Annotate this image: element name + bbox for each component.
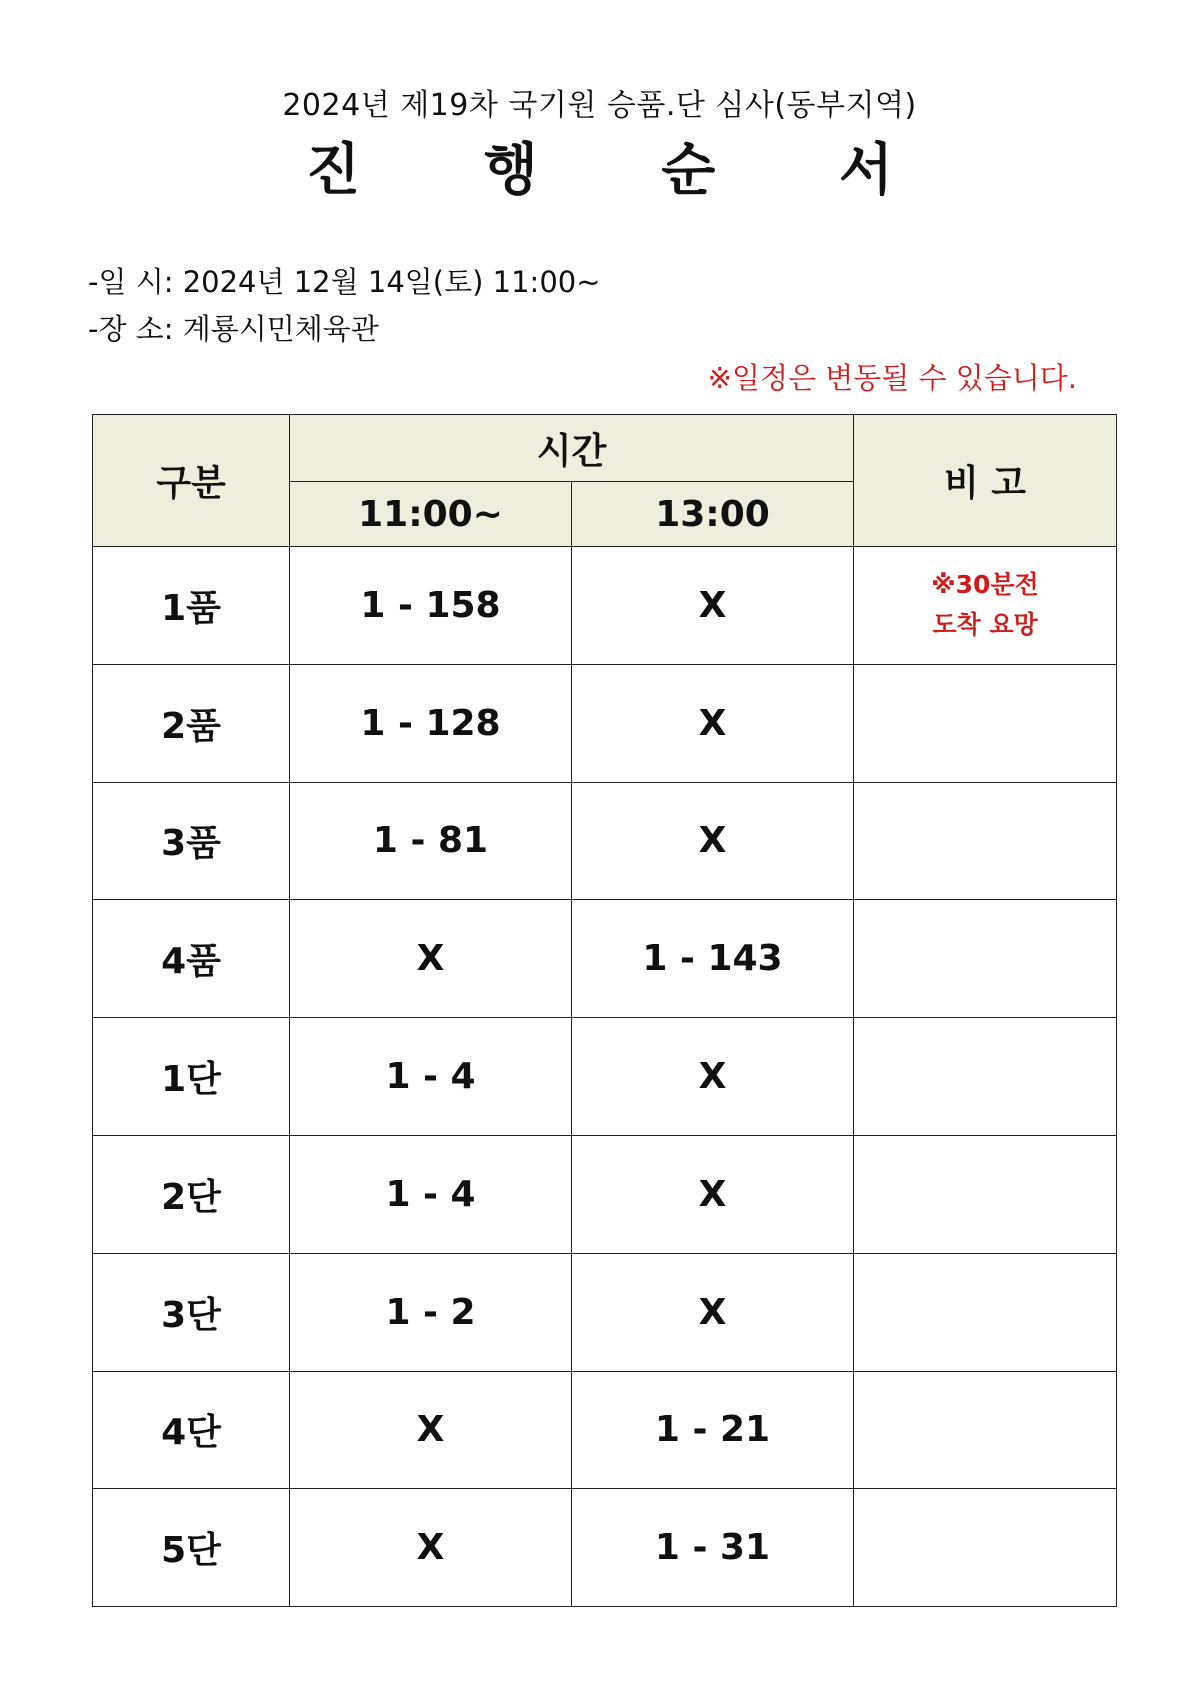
header-category: 구분 xyxy=(93,415,290,547)
row-category: 1품 xyxy=(93,547,290,665)
row-slot-1300: X xyxy=(572,1018,854,1136)
header-time-slot-2: 13:00 xyxy=(572,482,854,547)
row-slot-1300: X xyxy=(572,782,854,900)
schedule-table xyxy=(92,414,1117,1607)
table-row xyxy=(93,900,1117,1018)
row-category: 2단 xyxy=(93,1135,290,1253)
row-note xyxy=(854,1135,1117,1253)
row-category: 4단 xyxy=(93,1371,290,1489)
row-note xyxy=(854,664,1117,782)
row-slot-1300: 1 - 21 xyxy=(572,1371,854,1489)
document-subtitle: 2024년 제19차 국기원 승품.단 심사(동부지역) xyxy=(282,88,917,123)
table-row xyxy=(93,782,1117,900)
info-date-line: -일 시: 2024년 12월 14일(토) 11:00~ xyxy=(88,265,601,299)
row-slot-1300: 1 - 143 xyxy=(572,900,854,1018)
header-note: 비 고 xyxy=(854,415,1117,547)
header-time: 시간 xyxy=(290,415,854,482)
header-time-slot-1: 11:00~ xyxy=(290,482,572,547)
row-note xyxy=(854,782,1117,900)
table-row xyxy=(93,1489,1117,1607)
row-category: 3품 xyxy=(93,782,290,900)
row-note xyxy=(854,1371,1117,1489)
row-category: 4품 xyxy=(93,900,290,1018)
row-slot-1300: X xyxy=(572,664,854,782)
table-row xyxy=(93,1135,1117,1253)
row-slot-1300: X xyxy=(572,1135,854,1253)
table-body xyxy=(93,547,1117,1607)
row-slot-1100: 1 - 2 xyxy=(290,1253,572,1371)
table-row xyxy=(93,664,1117,782)
row-slot-1100: 1 - 81 xyxy=(290,782,572,900)
row-slot-1100: X xyxy=(290,900,572,1018)
row-category: 3단 xyxy=(93,1253,290,1371)
row-note-line-1: ※30분전 xyxy=(931,570,1039,599)
row-slot-1300: X xyxy=(572,1253,854,1371)
table-header-row xyxy=(93,415,1117,482)
document-title: 진 행 순 서 xyxy=(306,138,945,203)
row-note-line-2: 도착 요망 xyxy=(932,610,1038,639)
row-note xyxy=(854,1018,1117,1136)
row-category: 5단 xyxy=(93,1489,290,1607)
schedule-notice: ※일정은 변동될 수 있습니다. xyxy=(707,361,1077,395)
row-note xyxy=(854,1489,1117,1607)
table-row xyxy=(93,1371,1117,1489)
table-row xyxy=(93,1018,1117,1136)
row-slot-1100: X xyxy=(290,1371,572,1489)
row-note xyxy=(854,900,1117,1018)
row-note xyxy=(854,1253,1117,1371)
table-row xyxy=(93,547,1117,665)
row-slot-1100: 1 - 4 xyxy=(290,1018,572,1136)
table-row xyxy=(93,1253,1117,1371)
row-category: 2품 xyxy=(93,664,290,782)
row-slot-1100: 1 - 4 xyxy=(290,1135,572,1253)
row-slot-1100: 1 - 128 xyxy=(290,664,572,782)
row-slot-1100: X xyxy=(290,1489,572,1607)
row-slot-1300: X xyxy=(572,547,854,665)
row-category: 1단 xyxy=(93,1018,290,1136)
info-place-line: -장 소: 계룡시민체육관 xyxy=(88,312,379,346)
row-note xyxy=(854,547,1117,665)
row-slot-1300: 1 - 31 xyxy=(572,1489,854,1607)
row-slot-1100: 1 - 158 xyxy=(290,547,572,665)
